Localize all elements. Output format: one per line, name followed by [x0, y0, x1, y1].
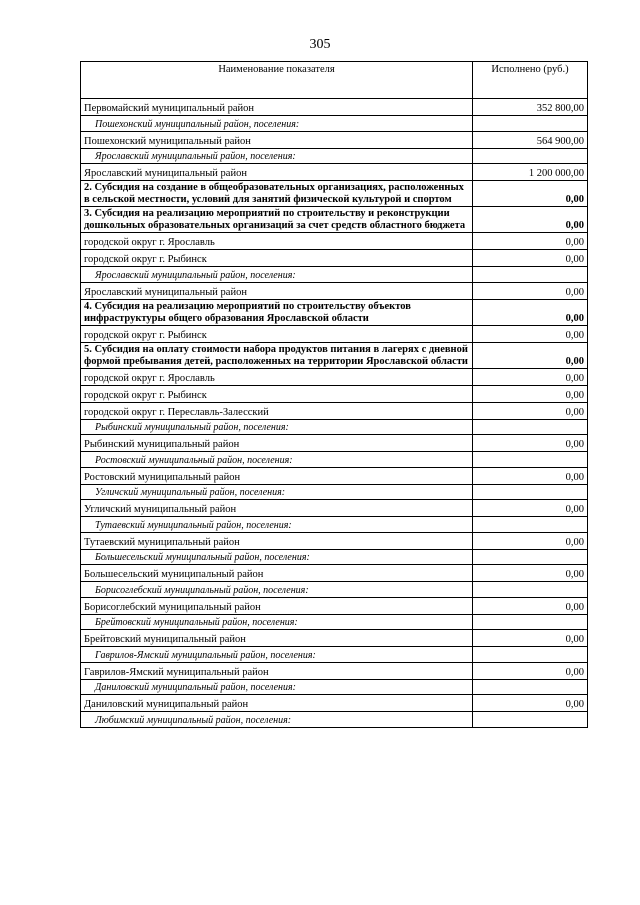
indicator-name-cell: городской округ г. Рыбинск	[81, 325, 473, 342]
table-row	[81, 467, 588, 484]
subsidy-row	[81, 342, 588, 368]
executed-amount-cell	[473, 517, 588, 533]
executed-amount-cell: 0,00	[473, 565, 588, 582]
indicator-name-cell: Рыбинский муниципальный район	[81, 435, 473, 452]
executed-amount-cell: 0,00	[473, 532, 588, 549]
executed-amount-cell	[473, 712, 588, 728]
settlement-subheader-row	[81, 484, 588, 500]
table-row	[81, 368, 588, 385]
table-row	[81, 402, 588, 419]
indicator-name-cell: Ростовский муниципальный район	[81, 467, 473, 484]
table-row	[81, 385, 588, 402]
executed-amount-cell: 1 200 000,00	[473, 164, 588, 181]
executed-amount-cell	[473, 679, 588, 695]
table-row	[81, 500, 588, 517]
page-number: 305	[309, 37, 331, 52]
executed-amount-cell: 0,00	[473, 325, 588, 342]
executed-amount-cell: 0,00	[473, 467, 588, 484]
executed-amount-cell	[473, 647, 588, 663]
indicator-name-cell: Ярославский муниципальный район, поселения:	[81, 148, 473, 164]
table-row	[81, 662, 588, 679]
indicator-name-cell: 2. Субсидия на создание в общеобразовательных организациях, расположенных в сельской местности, условий для занятий физической культурой и спортом	[81, 181, 473, 207]
executed-amount-cell: 352 800,00	[473, 99, 588, 116]
indicator-name-cell: Любимский муниципальный район, поселения:	[81, 712, 473, 728]
indicator-name-cell: Большесельский муниципальный район	[81, 565, 473, 582]
subsidy-row	[81, 207, 588, 233]
indicator-name-cell: Брейтовский муниципальный район, поселения:	[81, 614, 473, 630]
indicator-name-cell: Ярославский муниципальный район, поселения:	[81, 267, 473, 283]
table-row	[81, 597, 588, 614]
settlement-subheader-row	[81, 419, 588, 435]
indicator-name-cell: 3. Субсидия на реализацию мероприятий по строительству и реконструкции дошкольных образовательных организаций за счет средств областного бюджета	[81, 207, 473, 233]
executed-amount-cell: 0,00	[473, 233, 588, 250]
table-row	[81, 164, 588, 181]
table-row	[81, 131, 588, 148]
executed-amount-cell	[473, 452, 588, 468]
executed-amount-cell: 0,00	[473, 597, 588, 614]
indicator-name-cell: Ростовский муниципальный район, поселения:	[81, 452, 473, 468]
executed-amount-cell: 0,00	[473, 630, 588, 647]
subsidy-row	[81, 299, 588, 325]
indicator-name-cell: Даниловский муниципальный район, поселения:	[81, 679, 473, 695]
settlement-subheader-row	[81, 452, 588, 468]
indicator-name-cell: Первомайский муниципальный район	[81, 99, 473, 116]
budget-table	[80, 61, 588, 728]
settlement-subheader-row	[81, 517, 588, 533]
executed-amount-cell: 0,00	[473, 385, 588, 402]
table-row	[81, 325, 588, 342]
settlement-subheader-row	[81, 712, 588, 728]
subsidy-row	[81, 181, 588, 207]
table-row	[81, 435, 588, 452]
settlement-subheader-row	[81, 267, 588, 283]
indicator-name-cell: Гаврилов-Ямский муниципальный район, поселения:	[81, 647, 473, 663]
indicator-name-cell: городской округ г. Ярославль	[81, 368, 473, 385]
indicator-name-cell: Пошехонский муниципальный район, поселения:	[81, 116, 473, 132]
indicator-name-cell: 5. Субсидия на оплату стоимости набора продуктов питания в лагерях с дневной формой пребывания детей, расположенных на территории Ярославской области	[81, 342, 473, 368]
indicator-name-cell: Большесельский муниципальный район, поселения:	[81, 549, 473, 565]
executed-amount-cell: 564 900,00	[473, 131, 588, 148]
settlement-subheader-row	[81, 116, 588, 132]
table-row	[81, 565, 588, 582]
table-row	[81, 250, 588, 267]
header-executed-amount: Исполнено (руб.)	[473, 62, 588, 99]
executed-amount-cell	[473, 484, 588, 500]
executed-amount-cell: 0,00	[473, 250, 588, 267]
settlement-subheader-row	[81, 679, 588, 695]
indicator-name-cell: Брейтовский муниципальный район	[81, 630, 473, 647]
settlement-subheader-row	[81, 647, 588, 663]
executed-amount-cell: 0,00	[473, 282, 588, 299]
indicator-name-cell: Ярославский муниципальный район	[81, 282, 473, 299]
indicator-name-cell: Угличский муниципальный район, поселения:	[81, 484, 473, 500]
executed-amount-cell: 0,00	[473, 435, 588, 452]
settlement-subheader-row	[81, 582, 588, 598]
executed-amount-cell: 0,00	[473, 695, 588, 712]
executed-amount-cell: 0,00	[473, 342, 588, 368]
indicator-name-cell: Тутаевский муниципальный район	[81, 532, 473, 549]
executed-amount-cell	[473, 148, 588, 164]
indicator-name-cell: городской округ г. Ярославль	[81, 233, 473, 250]
header-indicator-name: Наименование показателя	[81, 62, 473, 99]
settlement-subheader-row	[81, 148, 588, 164]
executed-amount-cell: 0,00	[473, 368, 588, 385]
executed-amount-cell: 0,00	[473, 662, 588, 679]
executed-amount-cell: 0,00	[473, 299, 588, 325]
indicator-name-cell: Тутаевский муниципальный район, поселения:	[81, 517, 473, 533]
executed-amount-cell	[473, 582, 588, 598]
table-row	[81, 695, 588, 712]
indicator-name-cell: Рыбинский муниципальный район, поселения:	[81, 419, 473, 435]
indicator-name-cell: Даниловский муниципальный район	[81, 695, 473, 712]
table-body	[81, 99, 588, 728]
indicator-name-cell: городской округ г. Рыбинск	[81, 250, 473, 267]
executed-amount-cell: 0,00	[473, 181, 588, 207]
table-row	[81, 282, 588, 299]
table-row	[81, 532, 588, 549]
indicator-name-cell: Угличский муниципальный район	[81, 500, 473, 517]
table-row	[81, 99, 588, 116]
settlement-subheader-row	[81, 549, 588, 565]
executed-amount-cell	[473, 549, 588, 565]
executed-amount-cell: 0,00	[473, 402, 588, 419]
indicator-name-cell: Пошехонский муниципальный район	[81, 131, 473, 148]
indicator-name-cell: 4. Субсидия на реализацию мероприятий по строительству объектов инфраструктуры общего образования Ярославской области	[81, 299, 473, 325]
indicator-name-cell: Ярославский муниципальный район	[81, 164, 473, 181]
executed-amount-cell	[473, 419, 588, 435]
executed-amount-cell	[473, 267, 588, 283]
table-header-row	[81, 62, 588, 99]
executed-amount-cell: 0,00	[473, 500, 588, 517]
executed-amount-cell	[473, 116, 588, 132]
executed-amount-cell: 0,00	[473, 207, 588, 233]
indicator-name-cell: городской округ г. Рыбинск	[81, 385, 473, 402]
table-row	[81, 233, 588, 250]
executed-amount-cell	[473, 614, 588, 630]
settlement-subheader-row	[81, 614, 588, 630]
indicator-name-cell: Борисоглебский муниципальный район	[81, 597, 473, 614]
indicator-name-cell: Борисоглебский муниципальный район, поселения:	[81, 582, 473, 598]
table-row	[81, 630, 588, 647]
indicator-name-cell: городской округ г. Переславль-Залесский	[81, 402, 473, 419]
indicator-name-cell: Гаврилов-Ямский муниципальный район	[81, 662, 473, 679]
